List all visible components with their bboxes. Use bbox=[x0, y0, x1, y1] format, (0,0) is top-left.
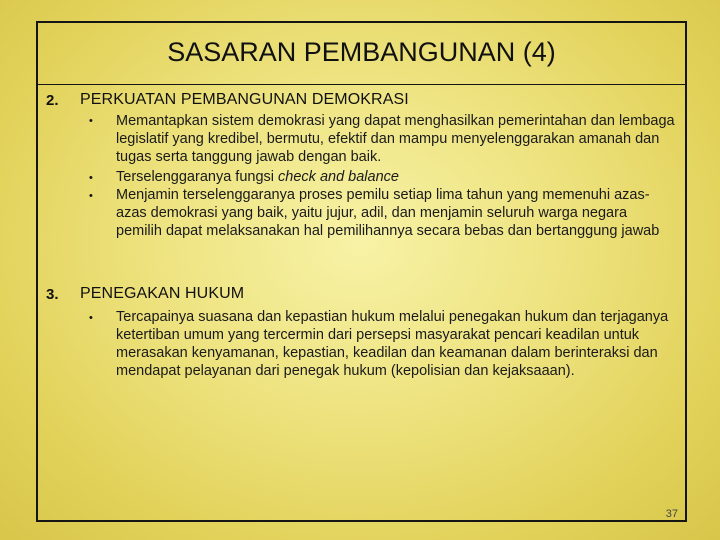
bullet-marker: • bbox=[89, 312, 93, 324]
bullet-marker: • bbox=[89, 115, 93, 127]
title-row bbox=[38, 23, 685, 85]
bullet-text: Tercapainya suasana dan kepastian hukum melalui penegakan hukum dan terjaganya ketertiban umum yang tercermin dari persepsi masyarakat pencari keadilan untuk merasakan kenyamanan, kepastian, keadilan dan keamanan dalam berinteraksi dan mendapat pelayanan dari penegak hukum (kepolisian dan kejaksaaan). bbox=[116, 309, 669, 379]
page-number: 37 bbox=[665, 508, 678, 520]
bullet-marker: • bbox=[89, 190, 93, 202]
slide-title: SASARAN PEMBANGUNAN (4) bbox=[167, 37, 556, 67]
bullet-text: Menjamin terselenggaranya proses pemilu setiap lima tahun yang memenuhi azas-azas demokrasi yang baik, yaitu jujur, adil, dan menjamin seluruh warga negara pemilih dapat melaksanakan hal pemilihannya secara bebas dan bertanggung jawab bbox=[116, 187, 660, 239]
section-heading: PERKUATAN PEMBANGUNAN DEMOKRASI bbox=[80, 91, 409, 108]
section-number: 2. bbox=[46, 92, 59, 109]
bullet-text-emphasis: check and balance bbox=[278, 169, 399, 185]
bullet-marker: • bbox=[89, 172, 93, 184]
bullet-text-prefix: Terselenggaranya fungsi bbox=[116, 169, 279, 185]
bullet-text bbox=[116, 168, 676, 186]
section-heading: PENEGAKAN HUKUM bbox=[80, 285, 245, 302]
section-number: 3. bbox=[46, 286, 59, 303]
slide-frame bbox=[36, 21, 687, 522]
bullet-text: Memantapkan sistem demokrasi yang dapat menghasilkan pemerintahan dan lembaga legislatif yang kredibel, bermutu, efektif dan mampu menyelenggarakan amanah dan tugas serta tanggung jawab dengan baik. bbox=[116, 113, 675, 165]
